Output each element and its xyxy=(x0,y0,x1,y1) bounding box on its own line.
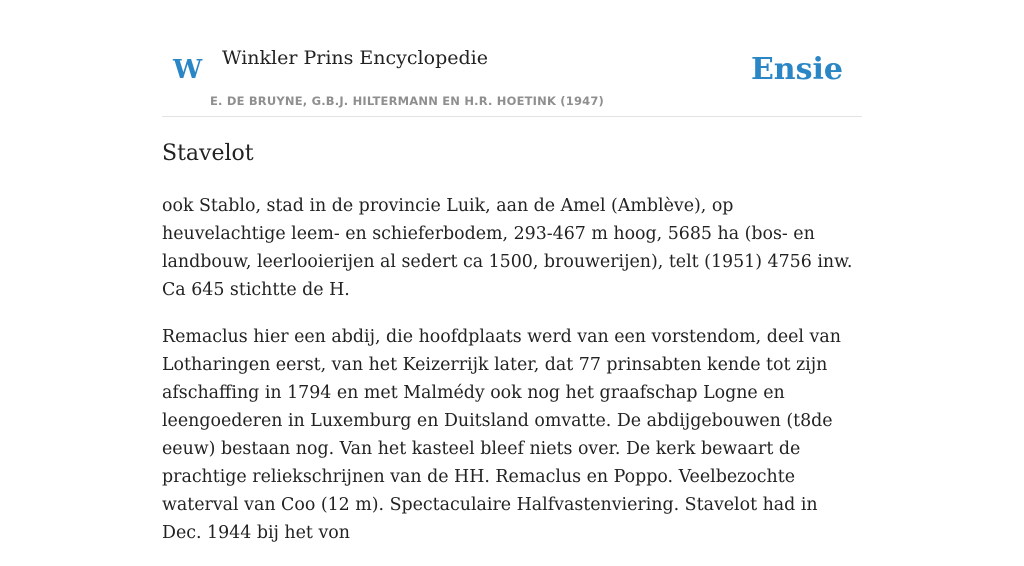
site-header xyxy=(162,0,862,117)
article-paragraph: ook Stablo, stad in de provincie Luik, aan de Amel (Amblève), op heuvelachtige leem- en schieferbodem, 293-467 m hoog, 5685 ha (bos- en landbouw, leerlooierijen al sedert ca 1500, brouwerijen), telt (1951) 4756 inw. Ca 645 stichtte de H. xyxy=(162,196,853,300)
site-title[interactable]: Winkler Prins Encyclopedie xyxy=(222,47,488,69)
winkler-prins-logo[interactable]: W xyxy=(173,55,203,85)
ensie-logo[interactable]: Ensie xyxy=(750,52,843,87)
article-title: Stavelot xyxy=(162,141,254,166)
article-body xyxy=(162,192,862,566)
authors-line: E. DE BRUYNE, G.B.J. HILTERMANN EN H.R. HOETINK (1947) xyxy=(210,94,605,108)
article-paragraph: Remaclus hier een abdij, die hoofdplaats werd van een vorstendom, deel van Lotharingen eerst, van het Keizerrijk later, dat 77 prinsabten kende tot zijn afschaffing in 1794 en met Malmédy ook nog het graafschap Logne en leengoederen in Luxemburg en Duitsland omvatte. De abdijgebouwen (t8de eeuw) bestaan nog. Van het kasteel bleef niets over. De kerk bewaart de prachtige reliekschrijnen van de HH. Remaclus en Poppo. Veelbezochte waterval van Coo (12 m). Spectaculaire Halfvastenviering. Stavelot had in Dec. 1944 bij het von xyxy=(162,327,841,543)
